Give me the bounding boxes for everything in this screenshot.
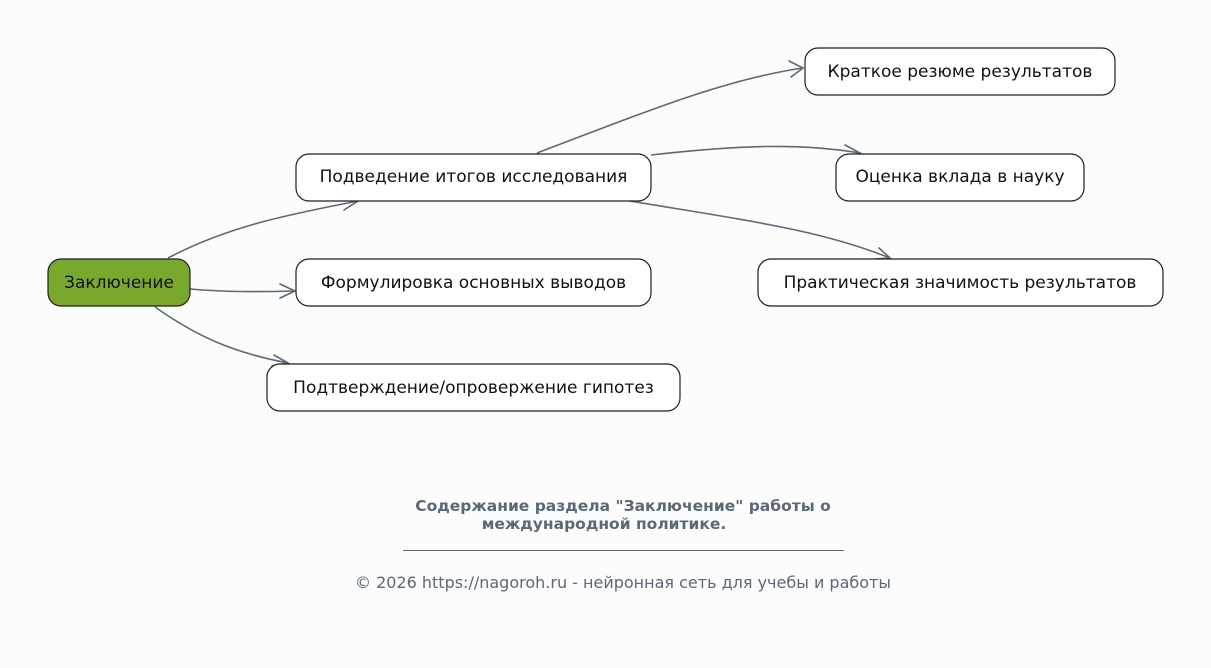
- node-n5-label: Оценка вклада в науку: [855, 167, 1065, 187]
- node-root: [48, 259, 190, 306]
- edge-root-n3: [155, 307, 288, 363]
- footer-copyright: © 2026 https://nagoroh.ru - нейронная сеть для учебы и работы: [354, 573, 891, 592]
- edge-root-n1: [168, 201, 358, 258]
- node-main-conclusions: [296, 259, 651, 306]
- caption-line-1: Содержание раздела "Заключение" работы о: [415, 497, 831, 515]
- node-root-label: Заключение: [64, 273, 174, 293]
- edge-n1-n5: [651, 146, 860, 155]
- edge-n1-n6: [630, 201, 890, 258]
- edge-root-n2: [190, 289, 295, 292]
- node-n2-label: Формулировка основных выводов: [320, 273, 627, 293]
- node-summary-of-research: [296, 154, 651, 201]
- edge-n1-n4: [537, 68, 803, 153]
- nodes-layer: [48, 48, 1163, 411]
- node-n1-label: Подведение итогов исследования: [319, 167, 628, 187]
- node-practical-significance: [758, 259, 1163, 306]
- node-n3-label: Подтверждение/опровержение гипотез: [293, 378, 654, 398]
- node-science-contribution: [836, 154, 1084, 201]
- caption-line-2: международной политике.: [481, 515, 727, 533]
- node-n4-label: Краткое резюме результатов: [827, 62, 1093, 82]
- node-n6-label: Практическая значимость результатов: [783, 273, 1137, 293]
- node-hypotheses: [267, 364, 680, 411]
- node-brief-results: [805, 48, 1115, 95]
- caption-divider: [403, 550, 844, 551]
- edges-layer: [155, 61, 890, 366]
